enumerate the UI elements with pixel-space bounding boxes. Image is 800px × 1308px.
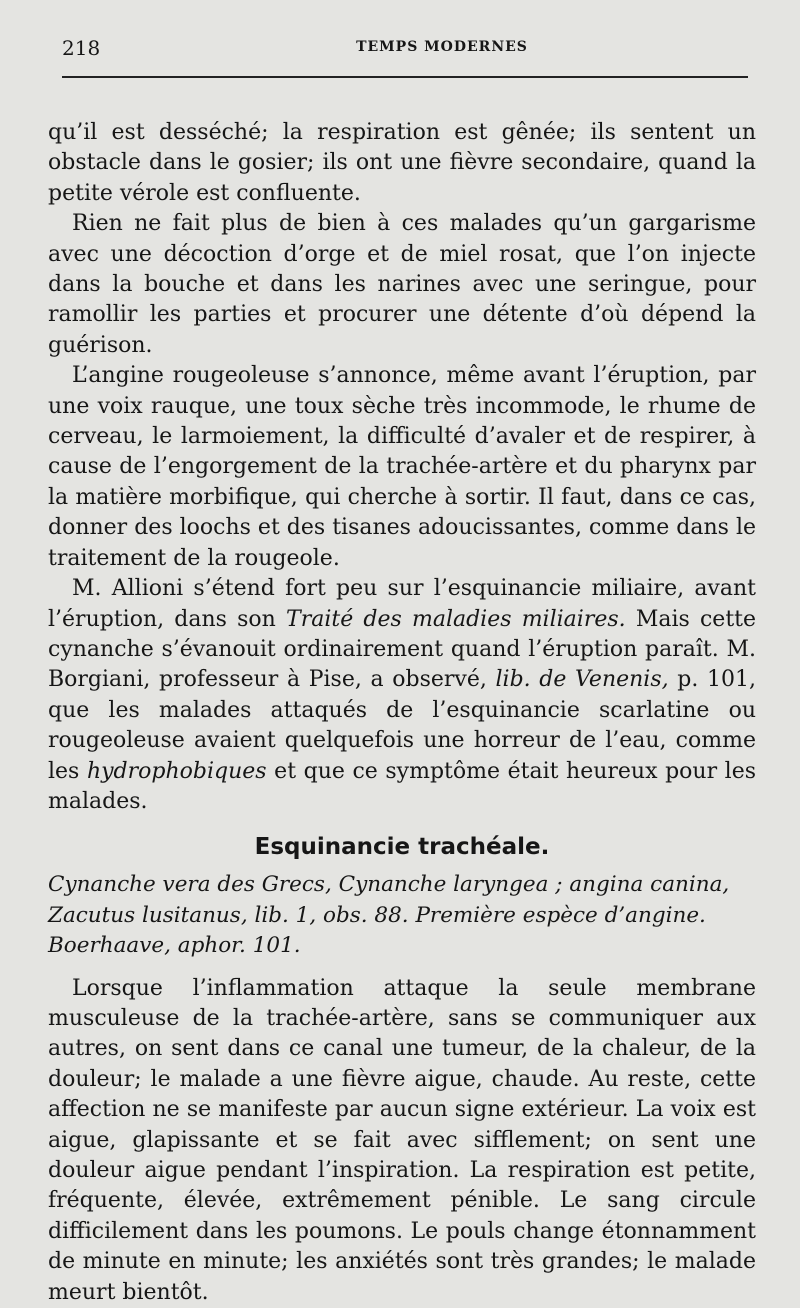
running-head: TEMPS MODERNES bbox=[356, 39, 528, 55]
header-rule bbox=[62, 76, 748, 78]
synonyms-line: Zacutus lusitanus, lib. 1, obs. 88. Première espèce d’angine. bbox=[48, 902, 706, 928]
book-title: Traité des maladies miliaires. bbox=[286, 606, 626, 632]
italic-term: hydrophobiques bbox=[86, 758, 267, 784]
page-header bbox=[62, 36, 762, 60]
paragraph: qu’il est desséché; la respiration est gênée; ils sentent un obstacle dans le gosier; ils ont une fièvre secondaire, quand la petite vérole est confluente. bbox=[48, 120, 756, 206]
paragraph: Rien ne fait plus de bien à ces malades qu’un gargarisme avec une décoction d’orge et de miel rosat, que l’on injecte dans la bouche et dans les narines avec une seringue, pour ramollir les parties et procurer une détente d’où dépend la guérison. bbox=[48, 211, 756, 358]
paragraph: Lorsque l’inflammation attaque la seule membrane musculeuse de la trachée-artère, sans se communiquer aux autres, on sent dans ce canal une tumeur, de la chaleur, de la douleur; le malade a une fièvre aigue, chaude. Au reste, cette affection ne se manifeste par aucun signe extérieur. La voix est aigue, glapissante et se fait avec sifflement; on sent une douleur aigue pendant l’inspiration. La respiration est petite, fréquente, élevée, extrêmement pénible. Le sang circule difficilement dans les poumons. Le pouls change étonnamment de minute en minute; les anxiétés sont très grandes; le malade meurt bientôt. bbox=[48, 975, 756, 1305]
synonyms-block bbox=[48, 870, 756, 961]
paragraph bbox=[48, 574, 756, 817]
text-run: Mais cette cynanche s’évanouit ordinairement quand l’éruption paraît. M. Borgiani, professeur à Pise, a observé, bbox=[48, 606, 757, 693]
text-run: M. Allioni s’étend fort peu sur l’esquinancie miliaire, avant l’éruption, dans son bbox=[48, 576, 756, 632]
synonyms-line: Cynanche vera des Grecs, Cynanche laryngea ; angina canina, bbox=[48, 872, 730, 898]
text-run: et que ce symptôme était heureux pour les malades. bbox=[48, 758, 757, 814]
paragraph: L’angine rougeoleuse s’annonce, même avant l’éruption, par une voix rauque, une toux sèche très incommode, le rhume de cerveau, le larmoiement, la difficulté d’avaler et de respirer, à cause de l’engorgement de la trachée-artère et du pharynx par la matière morbifique, qui cherche à sortir. Il faut, dans ce cas, donner des loochs et des tisanes adoucissantes, comme dans le traitement de la rougeole. bbox=[48, 363, 756, 571]
page-number: 218 bbox=[62, 36, 101, 60]
synonyms-line: Boerhaave, aphor. 101. bbox=[48, 933, 301, 959]
body-text bbox=[48, 118, 756, 1308]
section-title: Esquinancie trachéale. bbox=[254, 834, 550, 861]
text-run: p. 101, que les malades attaqués de l’esquinancie scarlatine ou rougeoleuse avaient quelquefois une horreur de l’eau, comme les bbox=[48, 667, 756, 784]
citation: lib. de Venenis, bbox=[495, 667, 669, 693]
